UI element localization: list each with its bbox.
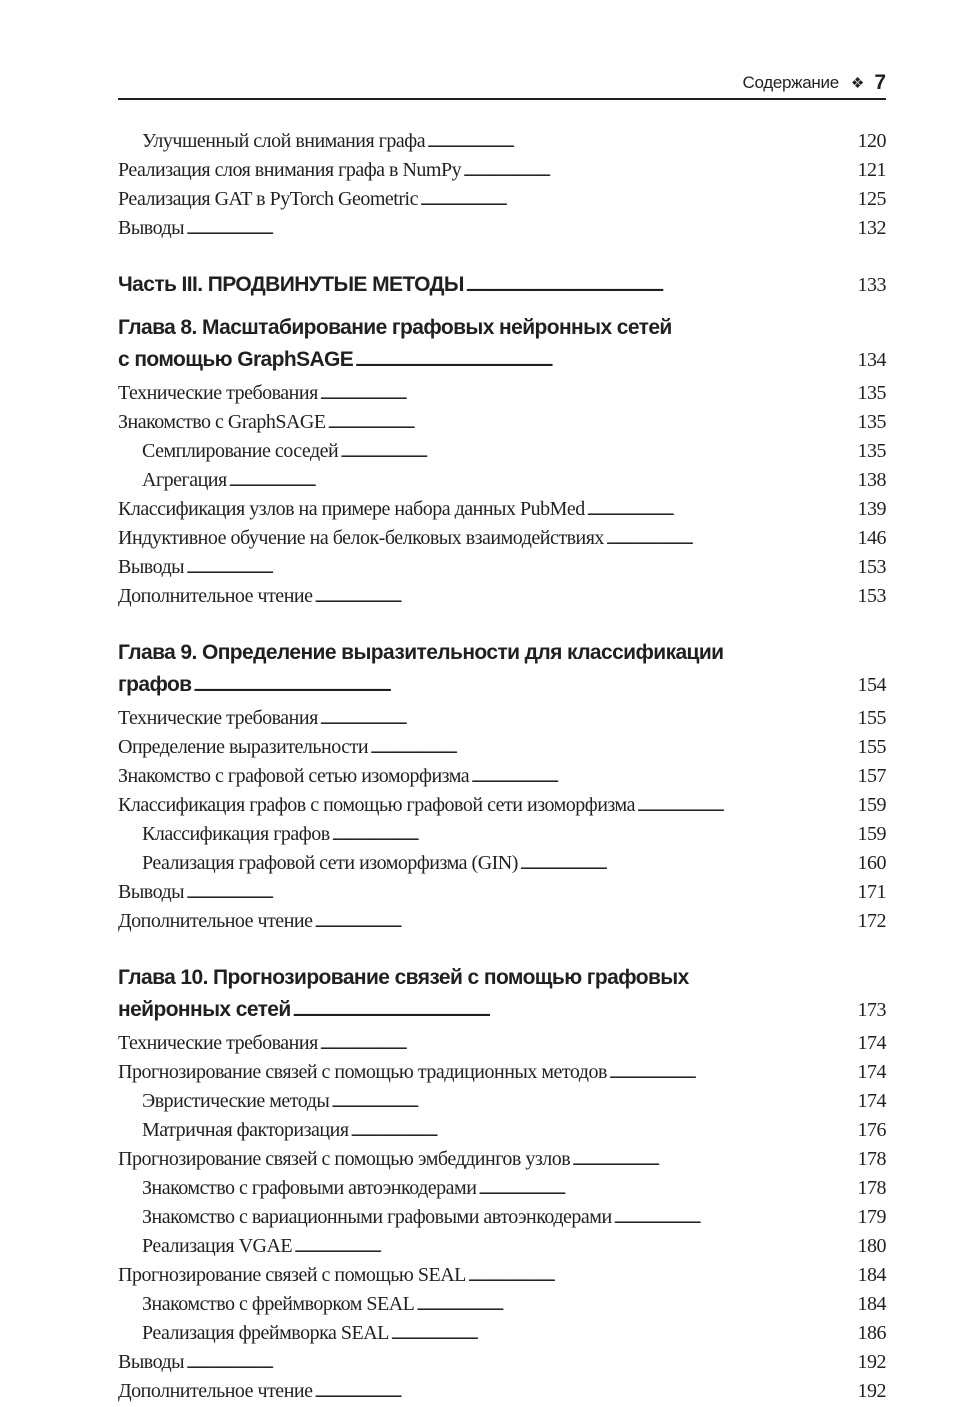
dot-leader [420, 186, 856, 215]
toc-page-number: 192 [857, 1380, 886, 1402]
dot-leader [614, 1204, 856, 1233]
toc-label: Технические требования [118, 382, 318, 404]
toc-entry[interactable] [118, 763, 886, 792]
toc-page-number: 160 [857, 852, 886, 874]
dot-leader [314, 908, 855, 937]
toc-page-number: 174 [857, 1090, 886, 1112]
toc-label: Реализация GAT в PyTorch Geometric [118, 188, 418, 210]
toc-page-number: 171 [857, 881, 886, 903]
toc-subentry[interactable] [118, 821, 886, 850]
dot-leader [637, 792, 856, 821]
toc-label: графов [118, 673, 192, 696]
dot-leader [186, 215, 855, 244]
toc-label: нейронных сетей [118, 998, 291, 1021]
toc-label: Знакомство с GraphSAGE [118, 411, 326, 433]
toc-page-number: 192 [857, 1351, 886, 1373]
toc-page-number: 120 [857, 130, 886, 152]
toc-subentry[interactable] [118, 1175, 886, 1204]
toc-page-number: 135 [857, 411, 886, 433]
toc-page-number: 153 [857, 556, 886, 578]
toc-label: Определение выразительности [118, 736, 369, 758]
toc-page-number: 159 [857, 794, 886, 816]
toc-entry[interactable] [118, 157, 886, 186]
toc-label: Эвристические методы [142, 1090, 330, 1112]
toc-label: Агрегация [142, 469, 227, 491]
toc-page-number: 176 [857, 1119, 886, 1141]
toc-page-number: 139 [857, 498, 886, 520]
dot-leader [314, 1378, 855, 1407]
toc-page-number: 133 [857, 274, 886, 296]
toc-page-number: 186 [857, 1322, 886, 1344]
header-rule [118, 98, 886, 100]
dot-leader [320, 380, 856, 409]
dot-leader [186, 1349, 855, 1378]
toc-entry[interactable] [118, 792, 886, 821]
dot-leader [293, 994, 856, 1027]
toc-page-number: 184 [857, 1293, 886, 1315]
toc-label: Реализация VGAE [142, 1235, 293, 1257]
dot-leader [328, 409, 856, 438]
toc-label: Дополнительное чтение [118, 1380, 313, 1402]
dot-leader [427, 128, 855, 157]
toc-subentry[interactable] [118, 128, 886, 157]
toc-part[interactable] [118, 272, 886, 299]
toc-page-number: 180 [857, 1235, 886, 1257]
dot-leader [186, 879, 855, 908]
dot-leader [314, 583, 855, 612]
toc-label: Прогнозирование связей с помощью SEAL [118, 1264, 466, 1286]
toc-label: Индуктивное обучение на белок-белковых взаимодействиях [118, 527, 604, 549]
dot-leader [320, 1030, 856, 1059]
toc-entry[interactable] [118, 186, 886, 215]
dot-leader [370, 734, 855, 763]
toc-page-number: 125 [857, 188, 886, 210]
dot-leader [355, 344, 855, 377]
toc-entry[interactable] [118, 734, 886, 763]
toc-subentry[interactable] [118, 1204, 886, 1233]
toc-page-number: 173 [857, 999, 886, 1021]
toc-chapter[interactable] [118, 637, 886, 702]
toc-label: Выводы [118, 217, 185, 239]
dot-leader [466, 272, 856, 299]
toc-label: Часть III. ПРОДВИНУТЫЕ МЕТОДЫ [118, 273, 464, 296]
toc-label: Прогнозирование связей с помощью эмбеддингов узлов [118, 1148, 571, 1170]
dot-leader [351, 1117, 856, 1146]
toc-subentry[interactable] [118, 1320, 886, 1349]
toc-entry[interactable] [118, 215, 886, 244]
toc-subentry[interactable] [118, 1117, 886, 1146]
dot-leader [194, 669, 856, 702]
toc-page-number: 174 [857, 1032, 886, 1054]
dot-leader [609, 1059, 856, 1088]
toc-entry[interactable] [118, 554, 886, 583]
toc-label: Знакомство с графовой сетью изоморфизма [118, 765, 470, 787]
toc-page-number: 179 [857, 1206, 886, 1228]
running-head-title: Содержание [742, 73, 839, 92]
dot-leader [572, 1146, 855, 1175]
dot-leader [340, 438, 855, 467]
toc-page-number: 132 [857, 217, 886, 239]
toc-label: Технические требования [118, 707, 318, 729]
chapter-title-row[interactable] [118, 669, 886, 702]
toc-entry[interactable] [118, 496, 886, 525]
dot-leader [606, 525, 856, 554]
toc-entry[interactable] [118, 879, 886, 908]
dot-leader [294, 1233, 855, 1262]
dot-leader [520, 850, 856, 879]
toc-page-number: 178 [857, 1148, 886, 1170]
toc-chapter[interactable] [118, 312, 886, 377]
toc-label: Выводы [118, 881, 185, 903]
toc-label: Знакомство с графовыми автоэнкодерами [142, 1177, 477, 1199]
toc-label: Реализация фреймворка SEAL [142, 1322, 389, 1344]
toc-label: Знакомство с вариационными графовыми автоэнкодерами [142, 1206, 612, 1228]
toc-page-number: 146 [857, 527, 886, 549]
toc-page-number: 134 [857, 349, 886, 371]
toc-label: Матричная факторизация [142, 1119, 349, 1141]
toc-page-number: 159 [857, 823, 886, 845]
dot-leader [463, 157, 855, 186]
toc-page-number: 155 [857, 707, 886, 729]
dot-leader [332, 821, 856, 850]
toc-entry[interactable] [118, 1349, 886, 1378]
toc-label: Классификация графов [142, 823, 330, 845]
chapter-title-row[interactable] [118, 344, 886, 377]
toc-label: Технические требования [118, 1032, 318, 1054]
chapter-title-row[interactable] [118, 994, 886, 1027]
chapter-title-line: Глава 8. Масштабирование графовых нейронных сетей [118, 316, 672, 339]
toc-entry[interactable] [118, 583, 886, 612]
toc-label: Прогнозирование связей с помощью традиционных методов [118, 1061, 607, 1083]
toc-subentry[interactable] [118, 1233, 886, 1262]
toc-chapter[interactable] [118, 962, 886, 1027]
page-number: 7 [874, 71, 886, 94]
toc-label: Реализация графовой сети изоморфизма (GIN) [142, 852, 518, 874]
toc-entry[interactable] [118, 1030, 886, 1059]
toc-label: Семплирование соседей [142, 440, 339, 462]
toc-entry[interactable] [118, 1146, 886, 1175]
toc-label: Дополнительное чтение [118, 910, 313, 932]
toc-label: Классификация графов с помощью графовой сети изоморфизма [118, 794, 635, 816]
toc-label: Выводы [118, 556, 185, 578]
table-of-contents [118, 128, 886, 1407]
chapter-title-line: Глава 9. Определение выразительности для классификации [118, 641, 724, 664]
toc-label: Классификация узлов на примере набора данных PubMed [118, 498, 585, 520]
dot-leader [320, 705, 856, 734]
toc-entry[interactable] [118, 1378, 886, 1407]
dot-leader [478, 1175, 855, 1204]
toc-page-number: 172 [857, 910, 886, 932]
toc-entry[interactable] [118, 705, 886, 734]
toc-page-number: 154 [857, 674, 886, 696]
toc-page-number: 157 [857, 765, 886, 787]
toc-page-number: 178 [857, 1177, 886, 1199]
dot-leader [391, 1320, 856, 1349]
toc-page-number: 155 [857, 736, 886, 758]
toc-page-number: 174 [857, 1061, 886, 1083]
dot-leader [229, 467, 856, 496]
toc-page-number: 184 [857, 1264, 886, 1286]
toc-subentry[interactable] [118, 1291, 886, 1320]
toc-entry[interactable] [118, 525, 886, 554]
toc-label: Дополнительное чтение [118, 585, 313, 607]
toc-label: Выводы [118, 1351, 185, 1373]
toc-entry[interactable] [118, 1059, 886, 1088]
toc-label: Улучшенный слой внимания графа [142, 130, 426, 152]
toc-label: с помощью GraphSAGE [118, 348, 354, 371]
running-head [118, 68, 886, 98]
toc-label: Реализация слоя внимания графа в NumPy [118, 159, 462, 181]
toc-subentry[interactable] [118, 1088, 886, 1117]
dot-leader [186, 554, 855, 583]
toc-page-number: 135 [857, 382, 886, 404]
dot-leader [587, 496, 856, 525]
dot-leader [471, 763, 855, 792]
toc-page-number: 138 [857, 469, 886, 491]
dot-leader [331, 1088, 855, 1117]
dot-leader [416, 1291, 855, 1320]
toc-subentry[interactable] [118, 850, 886, 879]
toc-page-number: 121 [857, 159, 886, 181]
toc-entry[interactable] [118, 380, 886, 409]
toc-entry[interactable] [118, 409, 886, 438]
toc-page-number: 153 [857, 585, 886, 607]
toc-entry[interactable] [118, 1262, 886, 1291]
toc-subentry[interactable] [118, 438, 886, 467]
ornament-icon: ❖ [850, 75, 865, 92]
toc-subentry[interactable] [118, 467, 886, 496]
dot-leader [468, 1262, 856, 1291]
toc-entry[interactable] [118, 908, 886, 937]
chapter-title-line: Глава 10. Прогнозирование связей с помощью графовых [118, 966, 689, 989]
toc-page-number: 135 [857, 440, 886, 462]
toc-label: Знакомство с фреймворком SEAL [142, 1293, 415, 1315]
